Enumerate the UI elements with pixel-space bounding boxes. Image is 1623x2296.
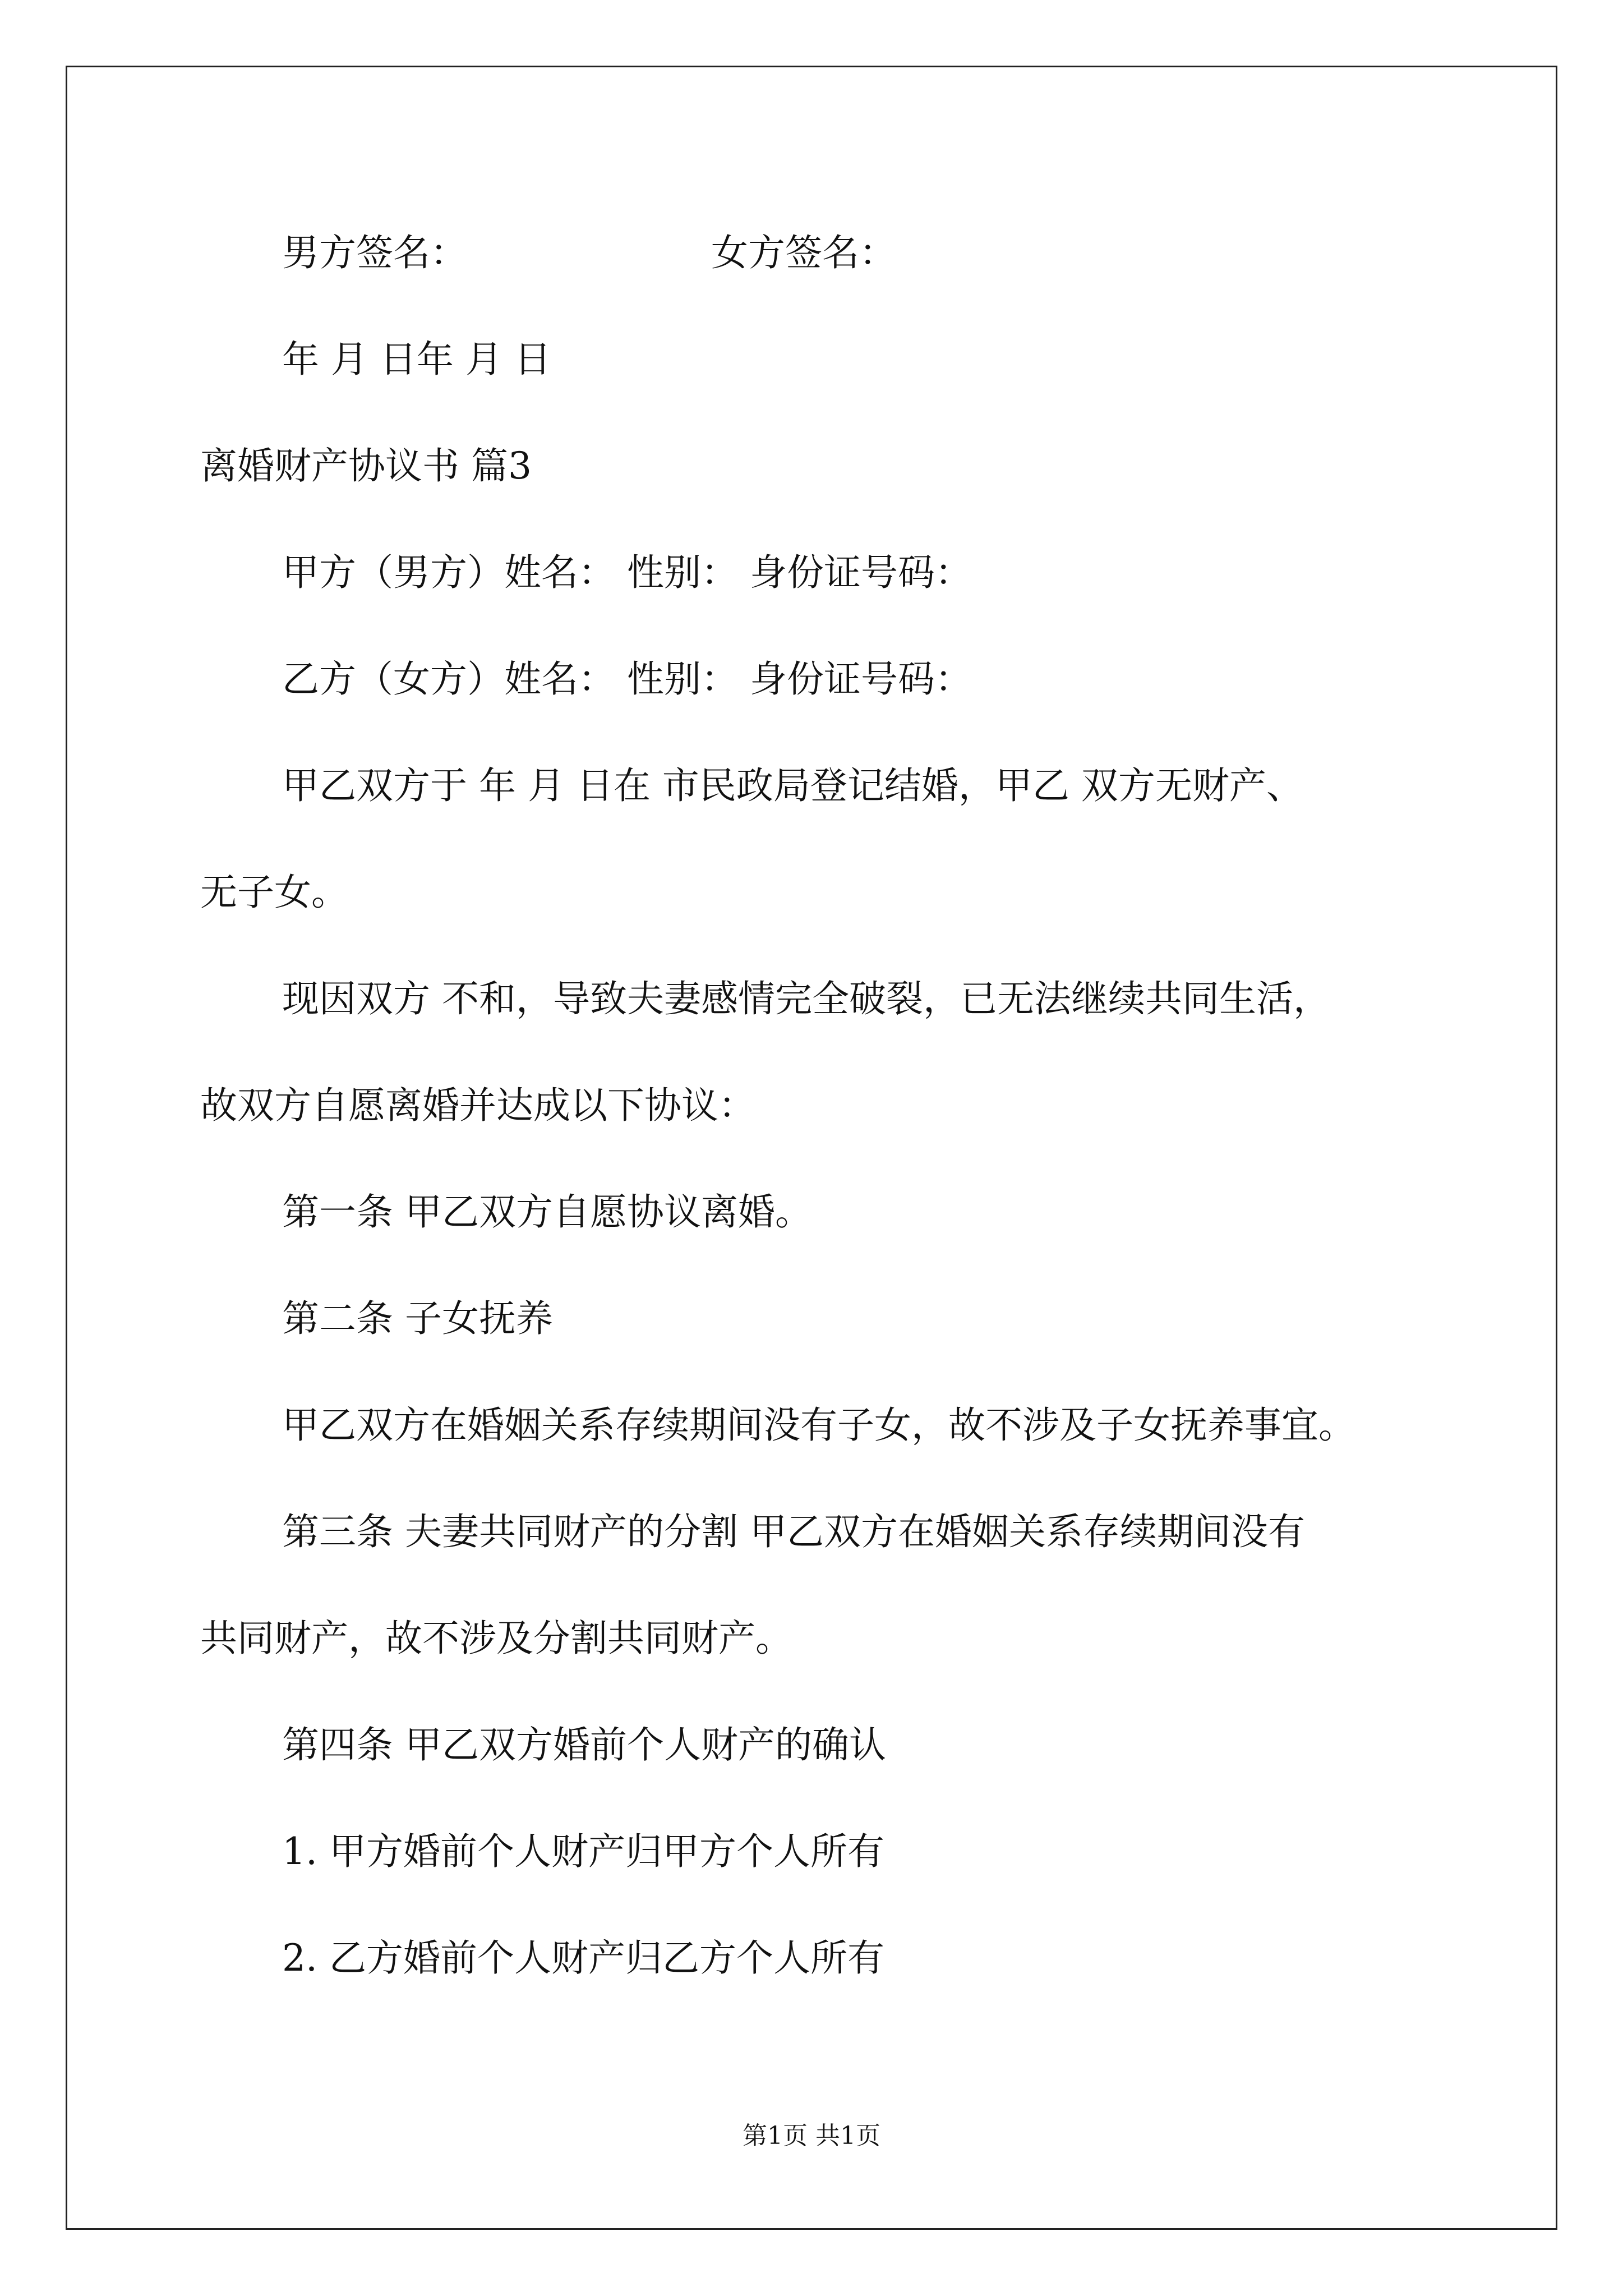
article-3: 第三条 夫妻共同财产的分割 甲乙双方在婚姻关系存续期间没有 <box>282 1510 1305 1553</box>
article-4-item-2: 2. 乙方婚前个人财产归乙方个人所有 <box>282 1936 884 1980</box>
section-title: 离婚财产协议书 篇3 <box>200 444 532 487</box>
party-b-info: 乙方（女方）姓名： 性别： 身份证号码： <box>282 657 972 701</box>
marriage-registration-paragraph-cont: 无子女。 <box>200 871 348 914</box>
article-4-heading: 第四条 甲乙双方婚前个人财产的确认 <box>282 1723 886 1766</box>
article-2-heading: 第二条 子女抚养 <box>282 1297 553 1340</box>
page-border <box>66 66 1557 2230</box>
signature-date-line: 年 月 日年 月 日 <box>282 338 551 381</box>
article-1: 第一条 甲乙双方自愿协议离婚。 <box>282 1190 812 1234</box>
marriage-registration-paragraph: 甲乙双方于 年 月 日在 市民政局登记结婚，甲乙 双方无财产、 <box>282 764 1303 807</box>
article-4-item-1: 1. 甲方婚前个人财产归甲方个人所有 <box>282 1830 884 1873</box>
party-a-info: 甲方（男方）姓名： 性别： 身份证号码： <box>282 551 972 594</box>
male-signature-label: 男方签名： <box>282 231 467 274</box>
divorce-reason-paragraph: 现因双方 不和，导致夫妻感情完全破裂，已无法继续共同生活， <box>282 977 1330 1020</box>
female-signature-label: 女方签名： <box>711 231 896 274</box>
article-2-body: 甲乙双方在婚姻关系存续期间没有子女，故不涉及子女抚养事宜。 <box>282 1404 1355 1447</box>
page-footer: 第1页 共1页 <box>743 2122 880 2150</box>
divorce-reason-paragraph-cont: 故双方自愿离婚并达成以下协议： <box>200 1084 755 1127</box>
article-3-cont: 共同财产，故不涉及分割共同财产。 <box>200 1617 792 1660</box>
